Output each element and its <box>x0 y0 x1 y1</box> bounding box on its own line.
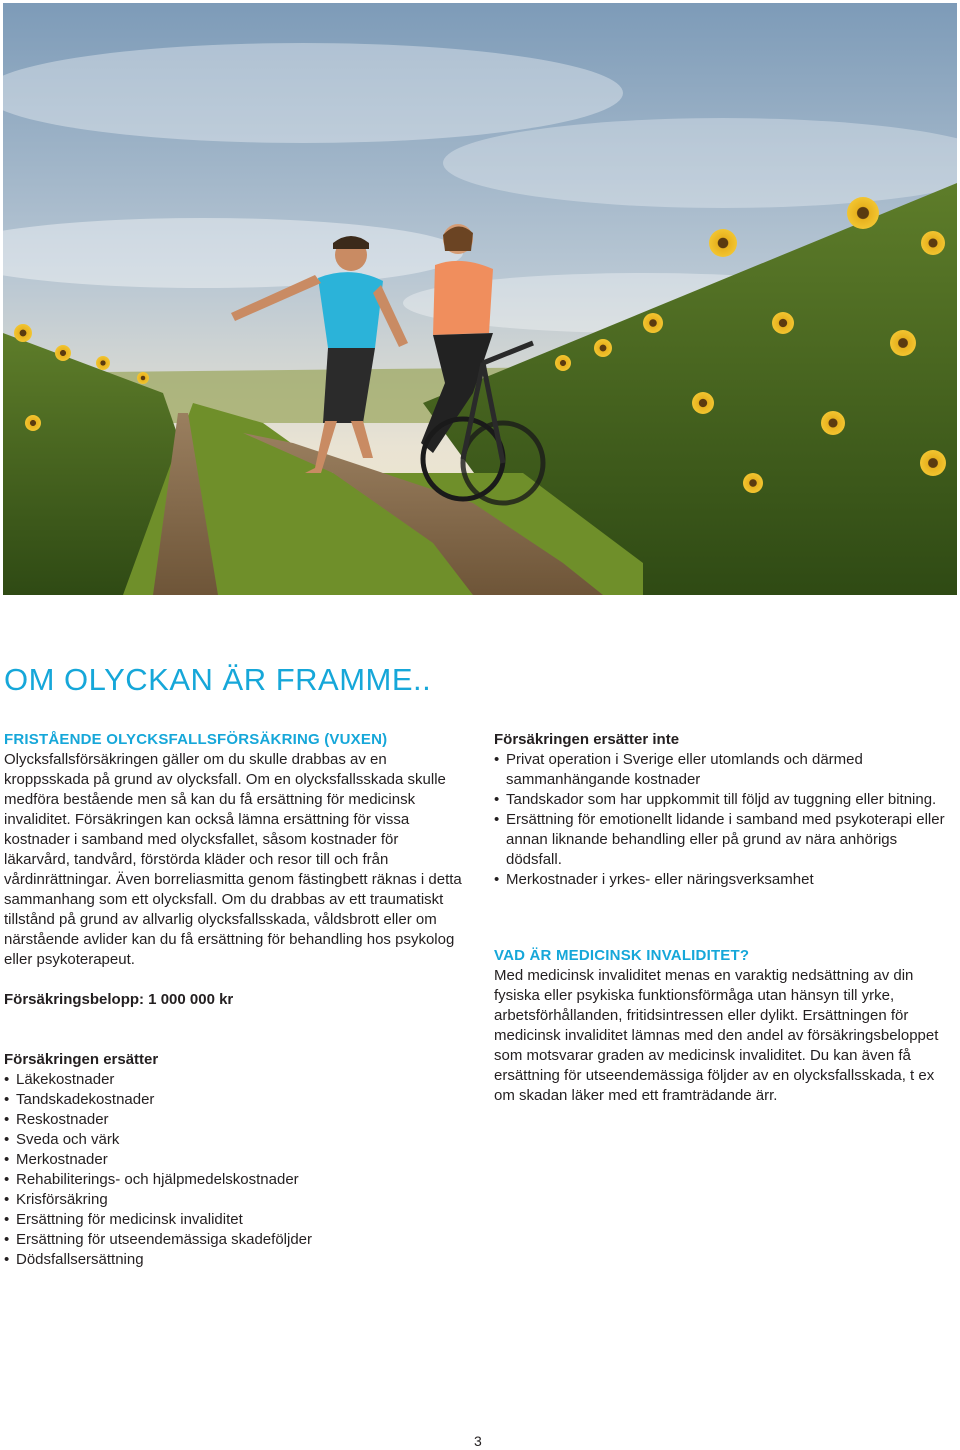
list-item: • Rehabiliterings- och hjälpmedelskostnader <box>4 1170 464 1190</box>
not-covers-heading: Försäkringen ersätter inte <box>494 731 680 748</box>
covers-heading: Försäkringen ersätter <box>4 1051 159 1068</box>
list-item: • Ersättning för emotionellt lidande i samband med psykoterapi eller annan liknande behandling eller på grund av nära anhörigs dödsfall. <box>494 810 956 870</box>
covers-list <box>4 1070 464 1270</box>
list-item: • Reskostnader <box>4 1110 464 1130</box>
section-heading-medical-disability: VAD ÄR MEDICINSK INVALIDITET? <box>494 947 750 964</box>
list-item: • Tandskador som har uppkommit till följd av tuggning eller bitning. <box>494 790 956 810</box>
list-item: • Privat operation i Sverige eller utomlands och därmed sammanhängande kostnader <box>494 750 956 790</box>
list-item: • Läkekostnader <box>4 1070 464 1090</box>
right-column <box>494 730 956 1106</box>
insurance-amount: Försäkringsbelopp: 1 000 000 kr <box>4 991 234 1008</box>
list-item: • Tandskadekostnader <box>4 1090 464 1110</box>
list-item: • Sveda och värk <box>4 1130 464 1150</box>
not-covers-list <box>494 750 956 890</box>
intro-paragraph: Olycksfallsförsäkringen gäller om du skulle drabbas av en kroppsskada på grund av olycksfall. Om en olycksfallsskada skulle medföra bestående men så kan du få ersättning för medicinsk invaliditet. Försäkringen kan också lämna ersättning för vissa kostnader i samband med olycksfallet, såsom kostnader för läkarvård, tandvård, förstörda kläder och resor till och från vårdinrättningar. Även borreliasmitta genom fästingbett räknas i detta sammanhang som ett olycksfall. Om du drabbas av ett traumatiskt tillstånd på grund av allvarlig olycksfallsskada, våldsbrott eller om närstående avlider kan du få ersättning för behandling hos psykolog eller psykoterapeut. <box>4 751 462 968</box>
left-column <box>4 730 464 1270</box>
list-item: • Krisförsäkring <box>4 1190 464 1210</box>
list-item: • Dödsfallsersättning <box>4 1250 464 1270</box>
photo-cyclists-sunflower-field-icon <box>3 3 957 595</box>
list-item: • Ersättning för utseendemässiga skadeföljder <box>4 1230 464 1250</box>
page-title: OM OLYCKAN ÄR FRAMME.. <box>4 662 432 697</box>
hero-photo <box>3 3 957 595</box>
medical-disability-paragraph: Med medicinsk invaliditet menas en varaktig nedsättning av din fysiska eller psykiska funktionsförmåga utan hänsyn till yrke, arbetsförhållanden, fritidsintressen eller dylikt. Ersättningen för medicinsk invaliditet lämnas med den andel av försäkringsbeloppet som motsvarar graden av medicinsk invaliditet. Du kan även få ersättning för utseendemässiga följder av en olycksfallsskada, t ex om skadan läker med ett framträdande ärr. <box>494 967 939 1104</box>
list-item: • Merkostnader <box>4 1150 464 1170</box>
section-heading-standalone-insurance: FRISTÅENDE OLYCKSFALLSFÖRSÄKRING (VUXEN) <box>4 731 388 748</box>
page-number: 3 <box>474 1433 482 1449</box>
list-item: • Merkostnader i yrkes- eller näringsverksamhet <box>494 870 956 890</box>
list-item: • Ersättning för medicinsk invaliditet <box>4 1210 464 1230</box>
